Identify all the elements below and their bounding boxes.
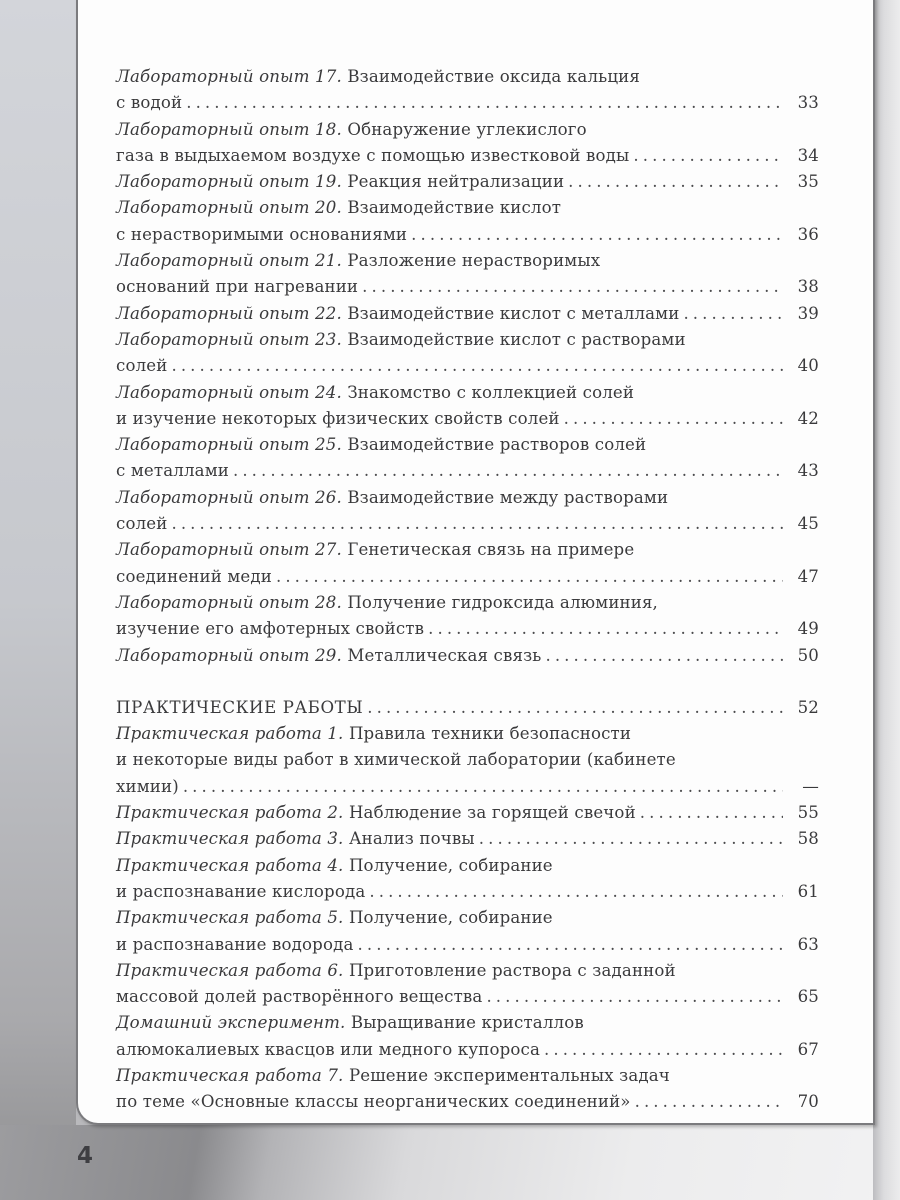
entry-title: Выращивание кристаллов xyxy=(350,1013,584,1033)
dot-leader xyxy=(486,984,783,1010)
entry-text xyxy=(116,879,365,905)
toc-entry-line xyxy=(116,774,819,800)
entry-prefix: Практическая работа 2. xyxy=(116,803,344,823)
entry-prefix: Практическая работа 6. xyxy=(116,960,344,980)
toc-entry-line xyxy=(116,406,819,432)
toc-entry-line xyxy=(116,537,819,563)
toc-entry-line xyxy=(116,1010,819,1036)
section-title: ПРАКТИЧЕСКИЕ РАБОТЫ xyxy=(116,697,364,717)
entry-title: с водой xyxy=(116,93,183,113)
entry-title: с нерастворимыми основаниями xyxy=(116,224,408,244)
toc-entry-line xyxy=(116,564,819,590)
toc-entry-line xyxy=(116,274,819,300)
entry-text xyxy=(116,117,587,143)
entry-text xyxy=(116,64,640,90)
dot-leader xyxy=(428,616,783,642)
page-ref: 67 xyxy=(797,1039,819,1059)
entry-text xyxy=(116,774,179,800)
entry-title: Анализ почвы xyxy=(348,829,475,849)
toc-entry-line xyxy=(116,853,819,879)
entry-title: с металлами xyxy=(116,461,229,481)
entry-text xyxy=(116,1089,631,1115)
entry-text xyxy=(116,222,407,248)
page-ref: 52 xyxy=(797,697,819,717)
toc-entry-line xyxy=(116,353,819,379)
entry-title: Приготовление раствора с заданной xyxy=(348,960,676,980)
dot-leader xyxy=(545,643,783,669)
toc-entry-line xyxy=(116,485,819,511)
toc-entry[interactable] xyxy=(116,1010,819,1063)
entry-title: Обнаружение углекислого xyxy=(347,119,587,139)
dot-leader xyxy=(544,1037,783,1063)
entry-title: Получение, собирание xyxy=(348,855,553,875)
toc-entry[interactable] xyxy=(116,432,819,485)
entry-text xyxy=(116,643,541,669)
entry-title: Наблюдение за горящей свечой xyxy=(348,803,636,823)
dot-leader xyxy=(183,774,783,800)
entry-title: алюмокалиевых квасцов или медного купороса xyxy=(116,1039,540,1059)
entry-text xyxy=(116,932,354,958)
toc-entry-line xyxy=(116,380,819,406)
entry-title: Разложение нерастворимых xyxy=(347,251,601,271)
dot-leader xyxy=(171,511,783,537)
page-ref: 40 xyxy=(797,356,819,376)
entry-title: солей xyxy=(116,514,168,534)
toc-entry-line xyxy=(116,879,819,905)
entry-prefix: Лабораторный опыт 19. xyxy=(116,172,342,192)
page-ref: 42 xyxy=(797,408,819,428)
entry-text xyxy=(116,958,676,984)
entry-text xyxy=(116,485,668,511)
page-ref: 36 xyxy=(797,224,819,244)
entry-text xyxy=(116,327,686,353)
entry-title: по теме «Основные классы неорганических соединений» xyxy=(116,1092,631,1112)
entry-text xyxy=(116,406,560,432)
toc-entry-line xyxy=(116,195,819,221)
dot-leader xyxy=(635,1089,783,1115)
lab-experiments-list xyxy=(116,64,819,669)
toc-entry[interactable] xyxy=(116,590,819,643)
entry-text xyxy=(116,1010,584,1036)
entry-text xyxy=(116,353,167,379)
page-background-left xyxy=(0,0,76,1200)
toc-entry-line xyxy=(116,327,819,353)
entry-title: Генетическая связь на примере xyxy=(347,540,635,560)
toc-entry-line xyxy=(116,984,819,1010)
page-ref: 65 xyxy=(797,987,819,1007)
toc-entry[interactable] xyxy=(116,643,819,669)
entry-title: Взаимодействие между растворами xyxy=(347,487,669,507)
page-ref: 43 xyxy=(797,461,819,481)
entry-prefix: Лабораторный опыт 28. xyxy=(116,592,342,612)
entry-title: Правила техники безопасности xyxy=(348,724,632,744)
entry-text xyxy=(116,432,646,458)
toc-entry-line xyxy=(116,826,819,852)
toc-entry[interactable] xyxy=(116,826,819,852)
page-ref: 45 xyxy=(797,514,819,534)
toc-entry[interactable] xyxy=(116,64,819,117)
entry-title: Получение гидроксида алюминия, xyxy=(347,592,658,612)
dot-leader xyxy=(564,406,783,432)
entry-text xyxy=(116,747,676,773)
toc-entry[interactable] xyxy=(116,853,819,906)
toc-entry[interactable] xyxy=(116,958,819,1011)
dot-leader xyxy=(367,695,783,721)
entry-prefix: Домашний эксперимент. xyxy=(116,1013,346,1033)
table-of-contents xyxy=(116,64,819,1116)
entry-text xyxy=(116,143,629,169)
entry-text xyxy=(116,800,636,826)
entry-title: Металлическая связь xyxy=(347,645,542,665)
toc-entry-line xyxy=(116,432,819,458)
entry-prefix: Лабораторный опыт 23. xyxy=(116,329,342,349)
page-ref: 50 xyxy=(797,645,819,665)
toc-entry-line xyxy=(116,905,819,931)
entry-text xyxy=(116,511,167,537)
toc-entry-line xyxy=(116,248,819,274)
toc-entry-line xyxy=(116,90,819,116)
toc-entry[interactable] xyxy=(116,1063,819,1116)
toc-entry-line xyxy=(116,169,819,195)
entry-prefix: Лабораторный опыт 18. xyxy=(116,119,342,139)
toc-entry-line xyxy=(116,721,819,747)
entry-title: солей xyxy=(116,356,168,376)
toc-entry-line xyxy=(116,932,819,958)
entry-title: изучение его амфотерных свойств xyxy=(116,619,425,639)
entry-title: Взаимодействие растворов солей xyxy=(347,435,647,455)
entry-prefix: Лабораторный опыт 27. xyxy=(116,540,342,560)
entry-title: Получение, собирание xyxy=(348,908,553,928)
entry-title: химии) xyxy=(116,776,179,796)
toc-entry-line xyxy=(116,1089,819,1115)
toc-entry-line xyxy=(116,1063,819,1089)
toc-entry[interactable] xyxy=(116,380,819,433)
practical-works-list xyxy=(116,721,819,1115)
toc-entry[interactable] xyxy=(116,327,819,380)
toc-entry[interactable] xyxy=(116,248,819,301)
section-spacer xyxy=(116,669,819,695)
page-ref: — xyxy=(802,776,819,796)
entry-title: Взаимодействие оксида кальция xyxy=(347,67,640,86)
page-background-bottom xyxy=(0,1125,900,1200)
page-background-right xyxy=(873,0,900,1200)
entry-prefix: Лабораторный опыт 22. xyxy=(116,303,342,323)
entry-prefix: Лабораторный опыт 29. xyxy=(116,645,342,665)
toc-entry[interactable] xyxy=(116,537,819,590)
dot-leader xyxy=(362,274,783,300)
dot-leader xyxy=(276,564,783,590)
entry-title: газа в выдыхаемом воздухе с помощью известковой воды xyxy=(116,145,630,165)
entry-title: массовой долей растворённого вещества xyxy=(116,987,483,1007)
toc-entry[interactable] xyxy=(116,169,819,195)
toc-entry[interactable] xyxy=(116,721,819,800)
toc-entry[interactable] xyxy=(116,800,819,826)
entry-title: соединений меди xyxy=(116,566,272,586)
toc-entry-line xyxy=(116,117,819,143)
page-ref: 33 xyxy=(797,93,819,113)
dot-leader xyxy=(358,932,783,958)
entry-prefix: Практическая работа 3. xyxy=(116,829,344,849)
toc-entry[interactable] xyxy=(116,485,819,538)
page-ref: 47 xyxy=(797,566,819,586)
entry-text xyxy=(116,274,358,300)
entry-prefix: Лабораторный опыт 17. xyxy=(116,67,342,86)
entry-title: Решение экспериментальных задач xyxy=(348,1065,670,1085)
toc-entry[interactable] xyxy=(116,195,819,248)
dot-leader xyxy=(479,826,783,852)
page-ref: 35 xyxy=(797,172,819,192)
entry-title: и некоторые виды работ в химической лаборатории (кабинете xyxy=(116,750,676,770)
toc-entry-line xyxy=(116,1037,819,1063)
entry-prefix: Практическая работа 5. xyxy=(116,908,344,928)
entry-text xyxy=(116,826,475,852)
entry-prefix: Лабораторный опыт 26. xyxy=(116,487,342,507)
page-ref: 63 xyxy=(797,934,819,954)
entry-text xyxy=(116,905,553,931)
entry-text xyxy=(116,1063,670,1089)
entry-text xyxy=(116,301,679,327)
entry-text xyxy=(116,984,482,1010)
toc-entry-line xyxy=(116,222,819,248)
toc-entry-line xyxy=(116,747,819,773)
page-ref: 55 xyxy=(797,803,819,823)
entry-prefix: Практическая работа 7. xyxy=(116,1065,344,1085)
toc-entry[interactable] xyxy=(116,117,819,170)
toc-section-practical-works[interactable] xyxy=(116,695,819,721)
entry-text xyxy=(116,195,561,221)
page-ref: 61 xyxy=(797,881,819,901)
entry-prefix: Лабораторный опыт 25. xyxy=(116,435,342,455)
toc-entry-line xyxy=(116,511,819,537)
toc-entry-line xyxy=(116,143,819,169)
entry-text xyxy=(116,1037,540,1063)
entry-text xyxy=(116,537,634,563)
dot-leader xyxy=(186,90,783,116)
toc-entry-line xyxy=(116,800,819,826)
entry-title: оснований при нагревании xyxy=(116,277,359,297)
toc-entry-line xyxy=(116,64,819,90)
entry-text xyxy=(116,721,631,747)
entry-text xyxy=(116,90,182,116)
toc-entry-line xyxy=(116,458,819,484)
toc-entry-line xyxy=(116,616,819,642)
entry-text xyxy=(116,616,424,642)
toc-entry[interactable] xyxy=(116,301,819,327)
dot-leader xyxy=(233,458,783,484)
page-ref: 58 xyxy=(797,829,819,849)
entry-text xyxy=(116,169,564,195)
entry-title: и изучение некоторых физических свойств солей xyxy=(116,408,560,428)
page-ref: 49 xyxy=(797,619,819,639)
entry-title: Взаимодействие кислот с металлами xyxy=(347,303,680,323)
entry-text xyxy=(116,564,272,590)
entry-title: Знакомство с коллекцией солей xyxy=(347,382,635,402)
entry-text xyxy=(116,458,229,484)
entry-title: Взаимодействие кислот с растворами xyxy=(347,329,686,349)
dot-leader xyxy=(633,143,783,169)
entry-title: и распознавание кислорода xyxy=(116,881,366,901)
dot-leader xyxy=(411,222,783,248)
entry-title: и распознавание водорода xyxy=(116,934,354,954)
page-number: 4 xyxy=(77,1143,94,1169)
dot-leader xyxy=(369,879,783,905)
toc-entry-line xyxy=(116,590,819,616)
toc-entry-line xyxy=(116,958,819,984)
page-ref: 34 xyxy=(797,145,819,165)
entry-prefix: Лабораторный опыт 21. xyxy=(116,251,342,271)
page-ref: 39 xyxy=(797,303,819,323)
toc-entry-line xyxy=(116,301,819,327)
dot-leader xyxy=(640,800,783,826)
dot-leader xyxy=(683,301,783,327)
entry-prefix: Практическая работа 4. xyxy=(116,855,344,875)
toc-entry[interactable] xyxy=(116,905,819,958)
entry-title: Реакция нейтрализации xyxy=(347,172,565,192)
entry-prefix: Лабораторный опыт 20. xyxy=(116,198,342,218)
toc-entry-line xyxy=(116,643,819,669)
entry-text xyxy=(116,590,658,616)
entry-text xyxy=(116,853,553,879)
entry-title: Взаимодействие кислот xyxy=(347,198,562,218)
entry-prefix: Практическая работа 1. xyxy=(116,724,344,744)
entry-text xyxy=(116,248,600,274)
dot-leader xyxy=(568,169,783,195)
entry-prefix: Лабораторный опыт 24. xyxy=(116,382,342,402)
page-ref: 38 xyxy=(797,277,819,297)
entry-text xyxy=(116,380,634,406)
page-ref: 70 xyxy=(797,1092,819,1112)
dot-leader xyxy=(171,353,783,379)
